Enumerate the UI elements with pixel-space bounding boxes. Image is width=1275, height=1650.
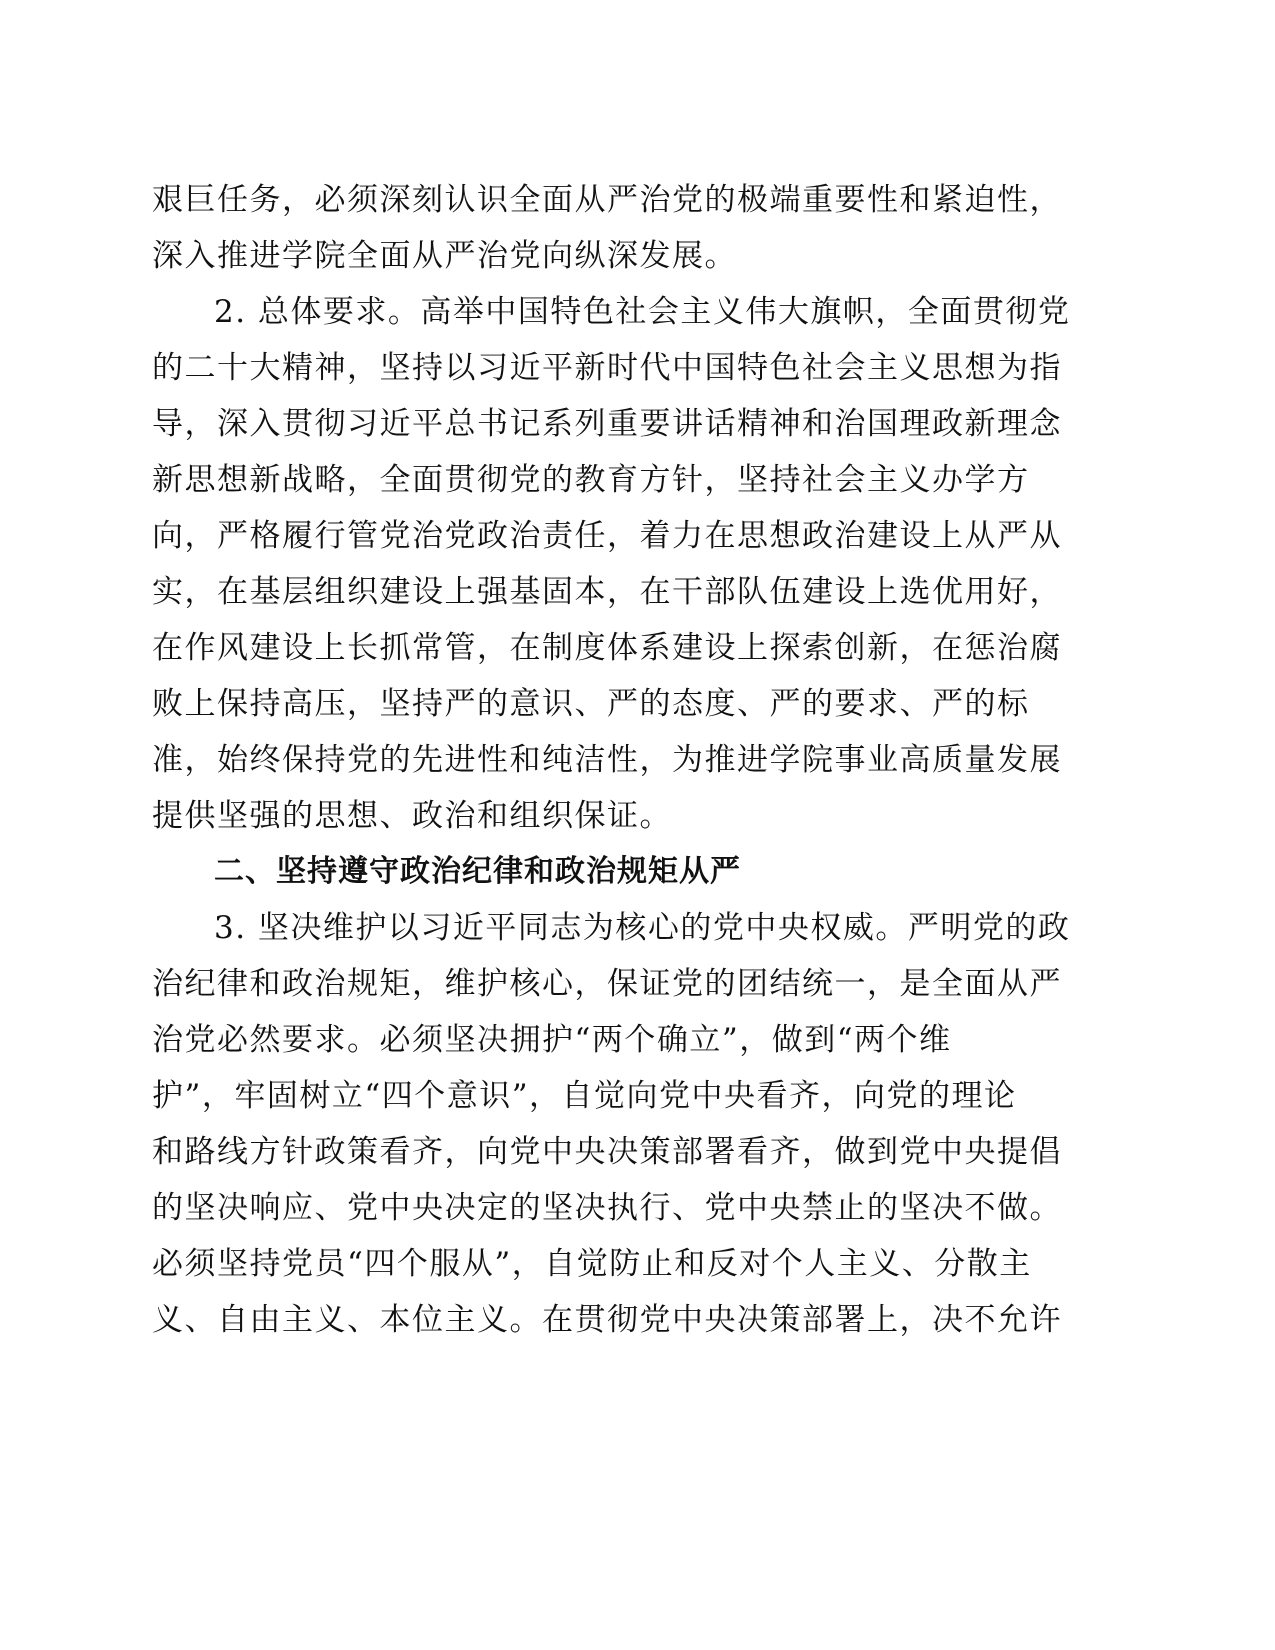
text-line: 实，在基层组织建设上强基固本，在干部队伍建设上选优用好，: [152, 574, 1062, 610]
text-line: 导，深入贯彻习近平总书记系列重要讲话精神和治国理政新理念: [152, 406, 1062, 442]
text-line: 必须坚持党员“四个服从”，自觉防止和反对个人主义、分散主: [152, 1246, 1032, 1282]
text-line: 护”，牢固树立“四个意识”，自觉向党中央看齐，向党的理论: [152, 1078, 1017, 1114]
text-line: 和路线方针政策看齐，向党中央决策部署看齐，做到党中央提倡: [152, 1134, 1062, 1170]
text-line: 的二十大精神，坚持以习近平新时代中国特色社会主义思想为指: [152, 350, 1062, 386]
text-line: 治党必然要求。必须坚决拥护“两个确立”，做到“两个维: [152, 1022, 952, 1058]
text-line: 准，始终保持党的先进性和纯洁性，为推进学院事业高质量发展: [152, 742, 1062, 778]
text-line: 艰巨任务，必须深刻认识全面从严治党的极端重要性和紧迫性，: [152, 182, 1062, 218]
text-line: 新思想新战略，全面贯彻党的教育方针，坚持社会主义办学方: [152, 462, 1030, 498]
paragraph-start-line: 2. 总体要求。高举中国特色社会主义伟大旗帜，全面贯彻党: [214, 294, 1071, 330]
text-line: 深入推进学院全面从严治党向纵深发展。: [152, 238, 737, 274]
text-line: 败上保持高压，坚持严的意识、严的态度、严的要求、严的标: [152, 686, 1030, 722]
text-line: 提供坚强的思想、政治和组织保证。: [152, 798, 672, 834]
text-line: 义、自由主义、本位主义。在贯彻党中央决策部署上，决不允许: [152, 1302, 1062, 1338]
text-line: 的坚决响应、党中央决定的坚决执行、党中央禁止的坚决不做。: [152, 1190, 1062, 1226]
text-line: 在作风建设上长抓常管，在制度体系建设上探索创新，在惩治腐: [152, 630, 1062, 666]
text-line: 向，严格履行管党治党政治责任，着力在思想政治建设上从严从: [152, 518, 1062, 554]
text-line: 治纪律和政治规矩，维护核心，保证党的团结统一，是全面从严: [152, 966, 1062, 1002]
section-heading: 二、坚持遵守政治纪律和政治规矩从严: [214, 854, 741, 889]
paragraph-start-line: 3. 坚决维护以习近平同志为核心的党中央权威。严明党的政: [214, 910, 1071, 946]
